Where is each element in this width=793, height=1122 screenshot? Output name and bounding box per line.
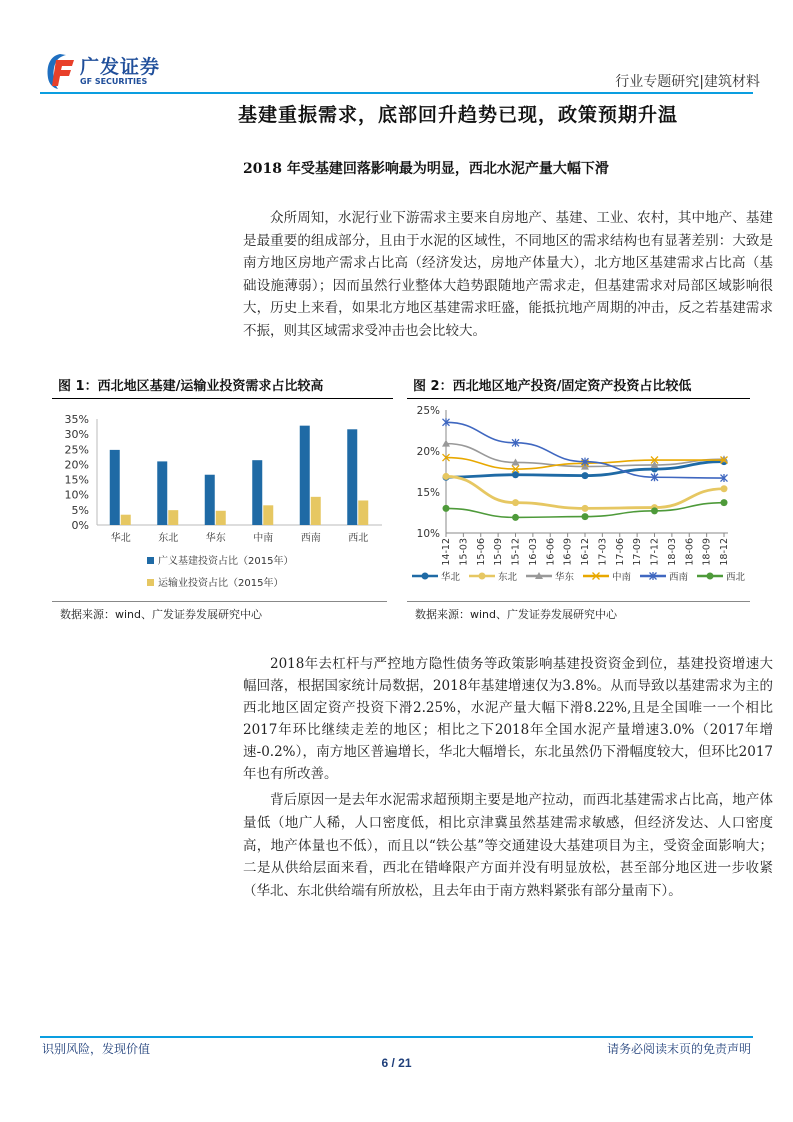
footer-disclaimer: 请务必阅读末页的免责声明 [606,1042,751,1056]
x-tick-label: 西北 [348,533,369,544]
marker-东北 [512,499,519,506]
x-tick-label: 14-12 [441,538,452,566]
footer-slogan: 识别风险，发现价值 [42,1042,151,1056]
x-tick-label: 17-03 [597,538,609,566]
section-label: 行业专题研究|建筑材料 [615,74,760,90]
y-tick-label: 15% [64,473,89,487]
y-tick-label: 25% [416,405,440,417]
x-tick-label: 15-12 [510,538,522,566]
x-tick-label: 16-09 [562,538,574,566]
paragraph: 2018年去杠杆与严控地方隐性债务等政策影响基建投资资金到位，基建投资增速大幅回落，根据国家统计局数据，2018年基建增速仅为3.8%。从而导致以基建需求为主的西北地区固定资产投资下滑2.25%，水泥产量大幅下滑8.22%,且是全国唯一一个相比2017年环比继续走差的地区；相比之下2018年全国水泥产量增速3.0%（2017年增速-0.2%），南方地区普遍增长，华北大幅增长，东北虽然仍下滑幅度较大，但环比2017年也有所改善。 [243,656,773,782]
marker-华北 [422,573,429,580]
x-tick-label: 18-09 [701,538,713,566]
bar-运输业投资占比（2015年） [168,510,178,525]
section-title: 基建重振需求，底部回升趋势已现，政策预期升温 [238,104,679,126]
bar-广义基建投资占比（2015年） [300,426,310,525]
bar-广义基建投资占比（2015年） [110,450,120,525]
legend-label: 华北 [441,572,461,583]
x-tick-label: 15-09 [493,538,505,566]
bar-运输业投资占比（2015年） [311,497,321,525]
paragraph: 背后原因一是去年水泥需求超预期主要是地产拉动，而西北基建需求占比高，地产体量低（地广人稀，人口密度低，相比京津冀虽然基建需求敏感，但经济发达、人口密度高，地产体量也不低），而且以“铁公基”等交通建设大基建项目为主，受资金面影响大；二是从供给层面来看，西北在错峰限产方面并没有明显放松，甚至部分地区进一步收紧（华北、东北供给端有所放松，且去年由于南方熟料紧张有部分量南下）。 [243,792,773,900]
marker-西北 [582,513,589,520]
marker-西北 [721,499,728,506]
marker-东北 [443,473,450,480]
divider [407,601,750,602]
marker-东北 [479,573,486,580]
marker-华北 [582,472,589,479]
y-tick-label: 5% [71,503,89,517]
bar-运输业投资占比（2015年） [216,511,226,525]
x-tick-label: 东北 [158,533,179,544]
legend-label: 西南 [669,572,689,583]
marker-西北 [512,514,519,521]
gf-securities-logo: 广发证券 GF SECURITIES [44,52,174,92]
x-tick-label: 15-03 [458,538,470,566]
y-tick-label: 35% [64,413,89,426]
x-tick-label: 16-06 [545,538,557,566]
paragraph: 众所周知，水泥行业下游需求主要来自房地产、基建、工业、农村，其中地产、基建是最重要的组成部分，且由于水泥的区域性，不同地区的需求结构也有显著差别：大致是南方地区房地产需求占比高（经济发达，房地产体量大），北方地区基建需求占比高（基础设施薄弱）；因而虽然行业整体大趋势跟随地产需求走，但基建需求对局部区域影响很大，历史上来看，如果北方地区基建需求旺盛，能抵抗地产周期的冲击，反之若基建需求不振，则其区域需求受冲击也会比较大。 [243,210,773,339]
y-tick-label: 25% [64,443,89,457]
bar-运输业投资占比（2015年） [121,515,131,525]
x-tick-label: 16-03 [527,538,539,566]
subsection-title: 2018 年受基建回落影响最为明显，西北水泥产量大幅下滑 [243,161,609,177]
bar-运输业投资占比（2015年） [263,505,273,525]
x-tick-label: 17-09 [632,538,644,566]
marker-东北 [721,485,728,492]
figure-2-title: 图 2：西北地区地产投资/固定资产投资占比较低 [407,375,750,399]
legend-label: 运输业投资占比（2015年） [158,578,284,589]
marker-西北 [707,573,714,580]
y-tick-label: 20% [64,458,89,472]
x-tick-label: 18-06 [684,538,696,566]
bar-chart [52,400,392,595]
bar-广义基建投资占比（2015年） [347,429,357,525]
line-东北 [446,476,724,508]
x-tick-label: 17-12 [649,538,661,566]
marker-东北 [582,505,589,512]
figure-1-title: 图 1：西北地区基建/运输业投资需求占比较高 [52,375,393,399]
x-tick-label: 15-06 [475,538,487,566]
x-tick-label: 18-12 [719,538,730,566]
marker-西北 [651,507,658,514]
page-number: 6 / 21 [381,1056,412,1070]
header-divider [40,92,753,94]
figure-1-source: 数据来源：wind、广发证券发展研究中心 [60,608,263,621]
bar-广义基建投资占比（2015年） [157,461,167,525]
bar-运输业投资占比（2015年） [358,500,368,525]
x-tick-label: 中南 [253,533,274,544]
logo-mark-icon [44,52,76,90]
x-tick-label: 17-06 [614,538,626,566]
bar-广义基建投资占比（2015年） [252,460,262,525]
legend-label: 东北 [498,572,518,583]
x-tick-label: 16-12 [580,538,591,566]
line-西南 [446,422,724,478]
y-tick-label: 10% [64,488,89,502]
y-tick-label: 20% [416,446,440,458]
y-tick-label: 30% [64,428,89,442]
bar-广义基建投资占比（2015年） [205,475,215,525]
x-tick-label: 华北 [110,533,131,544]
y-tick-label: 10% [416,528,440,540]
legend-label: 中南 [612,572,632,583]
legend-swatch [147,557,154,564]
legend-swatch [147,579,154,586]
x-tick-label: 华东 [205,533,226,544]
y-tick-label: 15% [416,487,440,499]
x-tick-label: 18-03 [666,538,678,566]
legend-label: 广义基建投资占比（2015年） [158,556,294,567]
divider [52,601,387,602]
legend-label: 西北 [726,572,746,583]
footer-divider [40,1036,753,1038]
x-tick-label: 西南 [300,533,321,544]
line-chart [407,400,752,595]
figure-2-source: 数据来源：wind、广发证券发展研究中心 [415,608,618,621]
y-tick-label: 0% [71,519,89,532]
marker-西北 [443,505,450,512]
legend-label: 华东 [555,572,575,583]
